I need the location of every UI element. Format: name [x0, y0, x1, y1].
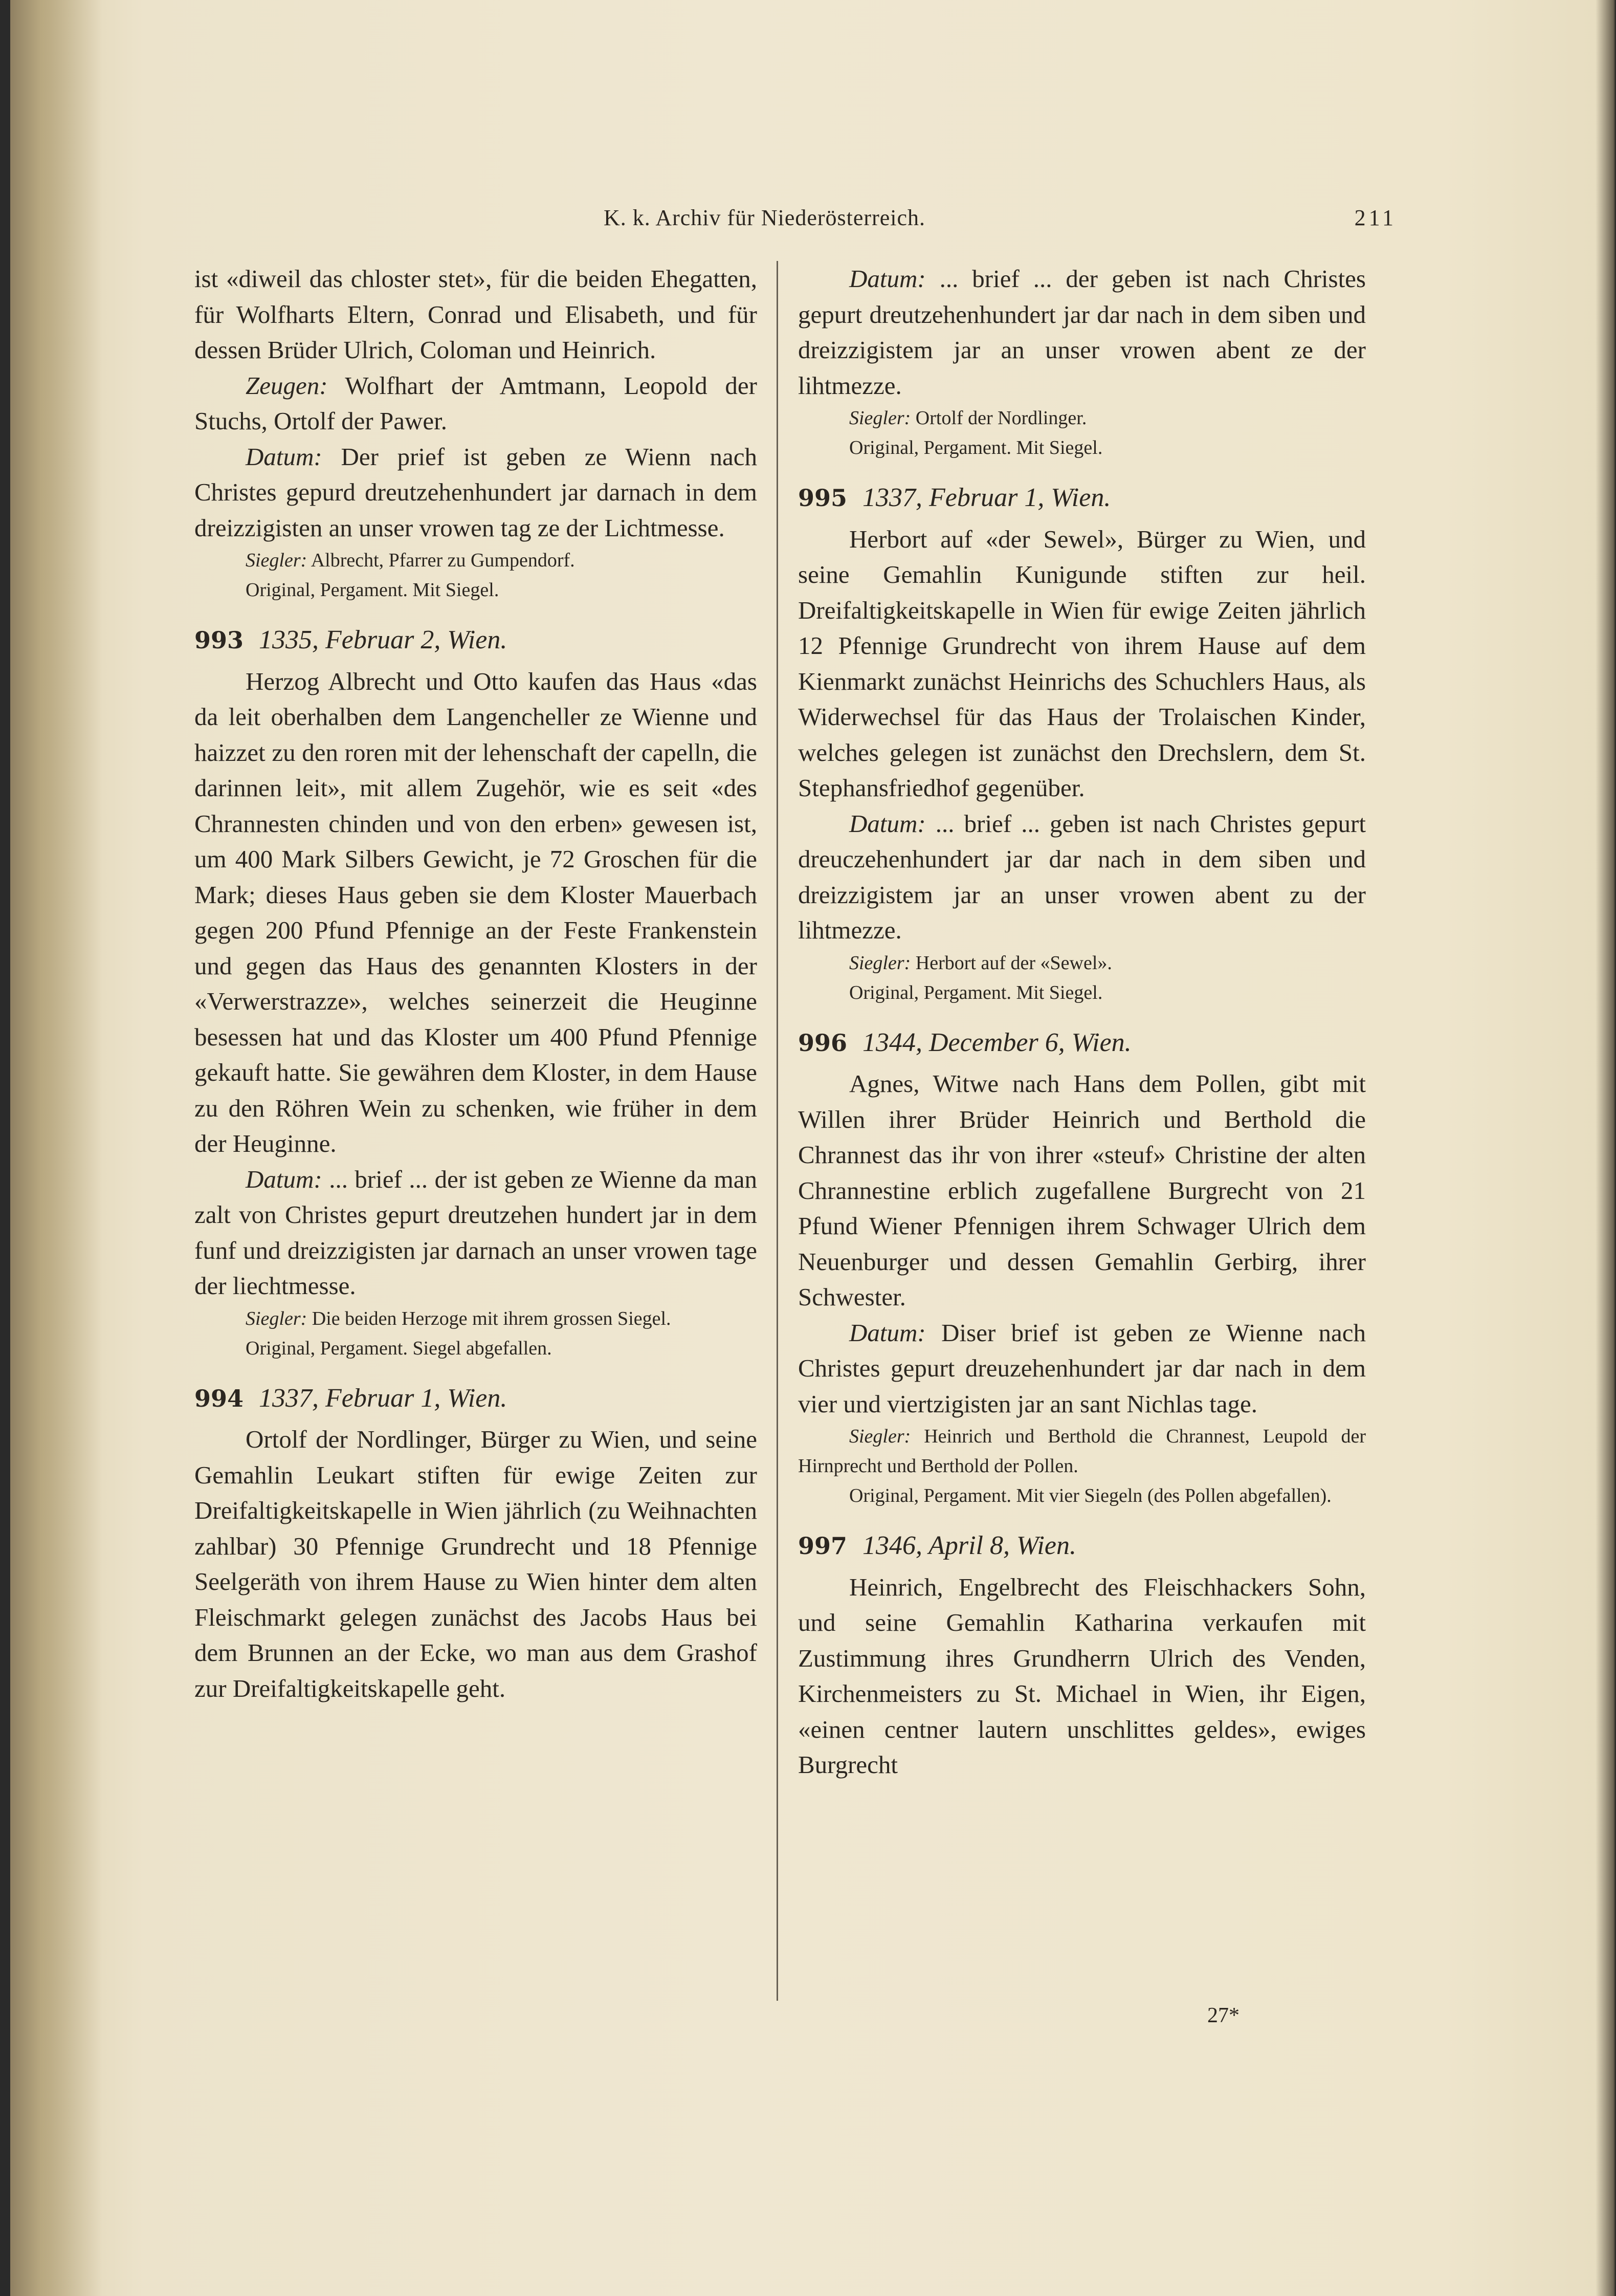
book-page [10, 0, 1616, 2296]
entry-995-body: Herbort auf «der Sewel», Bürger zu Wien, und seine Gemahlin Kunigunde stiften zur heil. Dreifaltigkeitskapelle in Wien für ewige Zeiten jährlich 12 Pfennige Grundrecht von ihrem Hause auf dem Kienmarkt zunächst Heinrichs des Schuchlers Haus, als Widerwechsel für das Haus der Trolaischen Kinder, welches gelegen ist zunächst den Drechslern, dem St. Stephansfriedhof gegenüber. [798, 524, 1366, 802]
running-header [205, 200, 1397, 240]
entry-996-body: Agnes, Witwe nach Hans dem Pollen, gibt mit Willen ihrer Brüder Heinrich und Berthold die Chrannest das ihr von ihrer «steuf» Christine der alten Chrannestine erblich zugefallene Burgrecht von 21 Pfund Wiener Pfennigen ihrem Schwager Ulrich dem Neuenburger und dessen Gemahlin Gerbirg, ihrer Schwester. [798, 1069, 1366, 1311]
siegler-line: Siegler: Albrecht, Pfarrer zu Gumpendorf. [246, 550, 575, 571]
entry-993-body: Herzog Albrecht und Otto kaufen das Haus «das da leit oberhalben dem Langencheller ze Wienne und haizzet zu den roren mit der lehenschaft der capelln, die darinnen leit», mit allem Zugehör, wie es seit «des Chrannesten chinden und von den erben» gewesen ist, um 400 Mark Silbers Gewicht, je 72 Groschen für die Mark; dieses Haus geben sie dem Kloster Mauerbach gegen 200 Pfund Pfennige an der Feste Frankenstein und gegen das Haus des genannten Klosters in der «Verwerstrazze», welches seinerzeit die Heuginne besessen hat und das Kloster um 400 Pfund Pfennige gekauft hatte. Sie gewähren dem Kloster, in dem Hause zu den Röhren Wein zu schenken, wie früher in dem der Heuginne. [194, 667, 757, 1157]
continued-text: ist «diweil das chloster stet», für die beiden Ehegatten, für Wolfharts Eltern, Conrad und Elisabeth, und für dessen Brüder Ulrich, Coloman und Heinrich. [194, 265, 757, 364]
entry-number: 996 [798, 1029, 848, 1057]
entry-994-heading [194, 1381, 757, 1417]
page-number: 211 [1354, 205, 1397, 230]
entry-993-heading [194, 622, 757, 659]
entry-date: 1335, Februar 2, Wien. [259, 625, 507, 654]
zeugen-line: Zeugen: Wolfhart der Amtmann, Leopold der Stuchs, Ortolf der Pawer. [194, 371, 757, 435]
entry-number: 995 [798, 484, 848, 512]
entry-993-original: Original, Pergament. Siegel abgefallen. [246, 1337, 552, 1359]
continued-datum: Datum: ... brief ... der geben ist nach Christes gepurt dreutzehenhundert jar dar nach in dem siben und dreizzigistem jar an unser vrowen abent ze der lihtmezze. [798, 265, 1366, 400]
continued-original: Original, Pergament. Mit Siegel. [849, 437, 1103, 458]
entry-996-heading [798, 1025, 1366, 1061]
page-fold-shadow [10, 0, 102, 2296]
left-column [194, 261, 757, 1706]
entry-995-siegler: Siegler: Herbort auf der «Sewel». [849, 952, 1112, 974]
entry-995-heading [798, 480, 1366, 516]
entry-number: 994 [194, 1384, 244, 1412]
entry-date: 1344, December 6, Wien. [862, 1027, 1132, 1057]
entry-994-body: Ortolf der Nordlinger, Bürger zu Wien, und seine Gemahlin Leukart stiften für ewige Zeiten zur Dreifaltigkeitskapelle in Wien jährlich (zu Weihnachten zahlbar) 30 Pfennige Grundrecht und 18 Pfennige Seelgeräth von ihrem Hause zu Wien hinter dem alten Fleischmarkt gelegen zunächst des Jacobs Haus bei dem Brunnen an der Ecke, wo man aus dem Grashof zur Dreifaltigkeitskapelle geht. [194, 1425, 757, 1702]
entry-996-siegler: Siegler: Heinrich und Berthold die Chrannest, Leupold der Hirnprecht und Berthold der Pollen. [798, 1426, 1366, 1477]
column-divider [777, 261, 778, 2001]
entry-date: 1346, April 8, Wien. [862, 1531, 1076, 1560]
entry-995-datum: Datum: ... brief ... geben ist nach Christes gepurt dreuczehenhundert jar dar nach in dem siben und dreizzigistem jar an unser vrowen abent zu der lihtmezze. [798, 809, 1366, 944]
entry-997-body: Heinrich, Engelbrecht des Fleischhackers Sohn, und seine Gemahlin Katharina verkaufen mit Zustimmung ihres Grundherrn Ulrich des Venden, Kirchenmeisters zu St. Michael in Wien, ihr Eigen, «einen centner lautern unschlittes geldes», ewiges Burgrecht [798, 1572, 1366, 1779]
signature-mark: 27* [1207, 2004, 1239, 2027]
original-line: Original, Pergament. Mit Siegel. [246, 579, 499, 601]
entry-date: 1337, Februar 1, Wien. [862, 483, 1111, 512]
entry-995-original: Original, Pergament. Mit Siegel. [849, 981, 1103, 1003]
entry-996-original: Original, Pergament. Mit vier Siegeln (des Pollen abgefallen). [849, 1485, 1332, 1506]
entry-993-siegler: Siegler: Die beiden Herzoge mit ihrem grossen Siegel. [246, 1307, 671, 1329]
page-edge [1596, 0, 1616, 2296]
entry-number: 997 [798, 1532, 848, 1560]
entry-date: 1337, Februar 1, Wien. [259, 1383, 507, 1413]
entry-number: 993 [194, 626, 244, 654]
running-title: K. k. Archiv für Niederösterreich. [604, 205, 926, 230]
entry-993-datum: Datum: ... brief ... der ist geben ze Wienne da man zalt von Christes gepurt dreutzehen hundert jar in dem funf und dreizzigisten jar darnach an unser vrowen tage der liechtmesse. [194, 1165, 757, 1300]
entry-996-datum: Datum: Diser brief ist geben ze Wienne nach Christes gepurt dreuzehenhundert jar dar nach in dem vier und viertzigisten jar an sant Nichlas tage. [798, 1318, 1366, 1418]
right-column [798, 261, 1366, 1783]
entry-997-heading [798, 1528, 1366, 1564]
datum-line: Datum: Der prief ist geben ze Wienn nach Christes gepurd dreutzehenhundert jar darnach in dem dreizzigisten an unser vrowen tag ze der Lichtmesse. [194, 442, 757, 542]
continued-siegler: Siegler: Ortolf der Nordlinger. [849, 407, 1087, 429]
